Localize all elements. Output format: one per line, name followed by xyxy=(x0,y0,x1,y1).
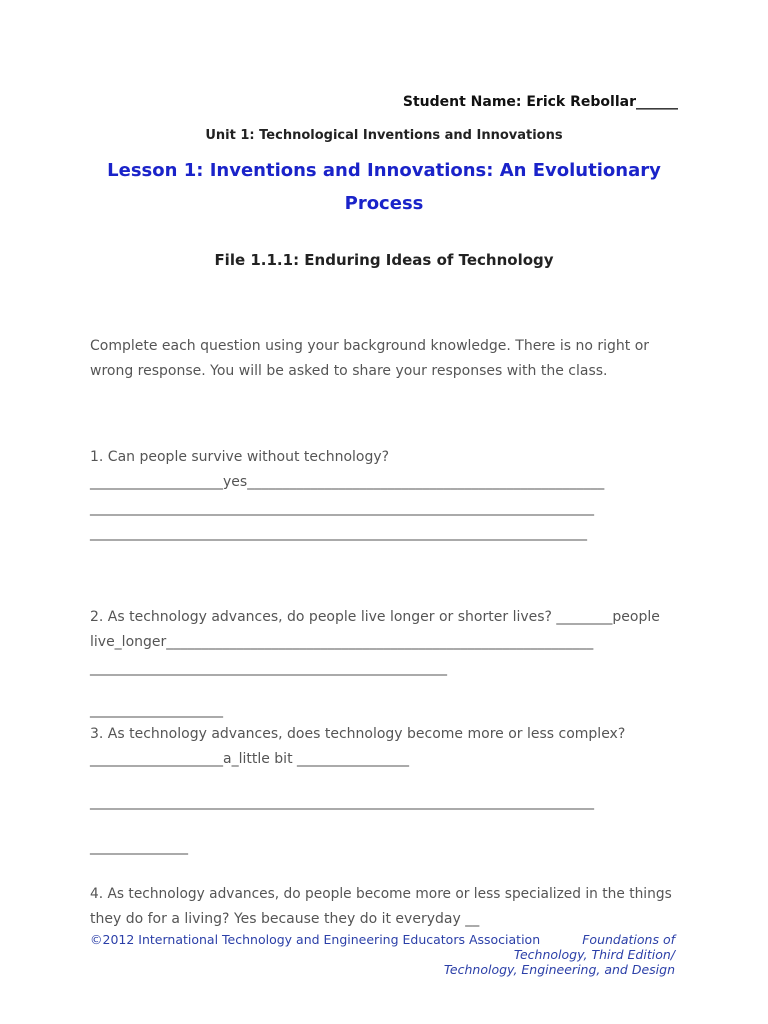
answer-1-line1: ___________________yes___________________________________________________ xyxy=(90,474,605,490)
file-title: File 1.1.1: Enduring Ideas of Technology xyxy=(214,251,554,269)
instructions-line2: wrong response. You will be asked to share your responses with the class. xyxy=(90,363,608,379)
footer-right-line3: Technology, Engineering, and Design xyxy=(443,962,675,977)
question-2: 2. As technology advances, do people live longer or shorter lives? ________people xyxy=(90,609,660,625)
question-4-line1: 4. As technology advances, do people become more or less specialized in the things xyxy=(90,886,672,902)
question-1: 1. Can people survive without technology? xyxy=(90,449,390,465)
answer-3-line2: ________________________________________________________________________ xyxy=(90,794,594,810)
answer-3-line1: ___________________a_little bit ________________ xyxy=(90,751,410,767)
answer-1-line3: _______________________________________________________________________ xyxy=(90,525,587,541)
lesson-title-line2: Process xyxy=(344,193,424,214)
answer-2-line3: ___________________ xyxy=(90,702,223,718)
unit-title: Unit 1: Technological Inventions and Innovations xyxy=(205,128,563,143)
footer-copyright: ©2012 International Technology and Engineering Educators Association xyxy=(90,932,541,947)
question-4-line2: they do for a living? Yes because they do it everyday __ xyxy=(90,911,480,927)
question-3: 3. As technology advances, does technology become more or less complex? xyxy=(90,726,626,742)
footer-right-line2: Technology, Third Edition/ xyxy=(513,947,675,962)
answer-3-line3: ______________ xyxy=(90,839,188,855)
footer-right-line1: Foundations of xyxy=(582,932,675,947)
student-name: Student Name: Erick Rebollar______ xyxy=(402,94,678,110)
answer-2-line1: live_longer_____________________________________________________________ xyxy=(90,634,594,650)
answer-2-line2: ___________________________________________________ xyxy=(90,660,447,676)
answer-1-line2: ________________________________________________________________________ xyxy=(90,500,594,516)
lesson-title-line1: Lesson 1: Inventions and Innovations: An Evolutionary xyxy=(107,160,661,181)
instructions-line1: Complete each question using your background knowledge. There is no right or xyxy=(90,338,650,354)
